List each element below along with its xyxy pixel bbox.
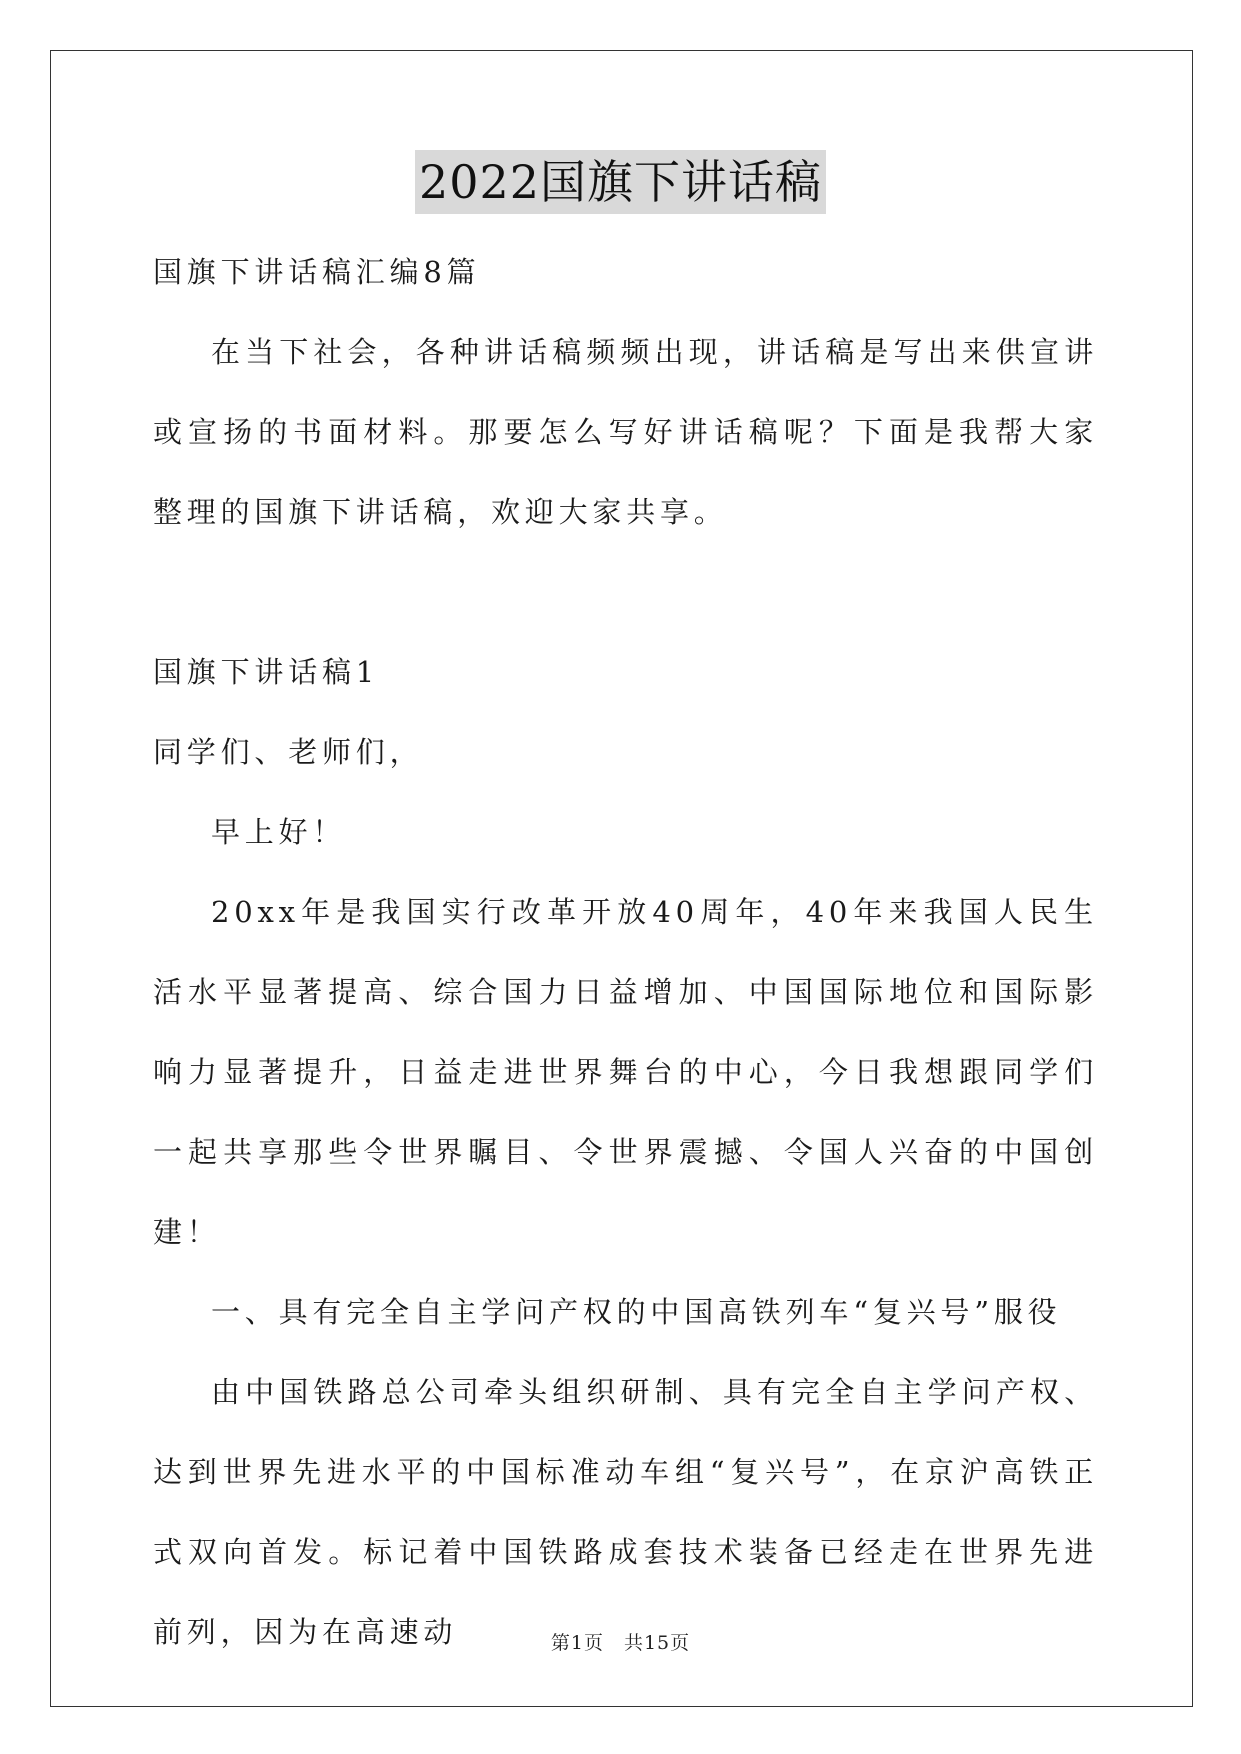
document-title: 2022国旗下讲话稿 xyxy=(415,150,826,214)
page-number: 第1页 共15页 xyxy=(550,1632,691,1654)
point-heading: 一、具有完全自主学问产权的中国高铁列车“复兴号”服役 xyxy=(211,1295,1062,1329)
body-paragraph: 由中国铁路总公司牵头组织研制、具有完全自主学问产权、达到世界先进水平的中国标准动车组“复兴号”，在京沪高铁正式双向首发。标记着中国铁路成套技术装备已经走在世界先进前列，因为在高速动 xyxy=(153,1375,1098,1649)
blank-line xyxy=(153,552,1098,632)
section-heading: 国旗下讲话稿1 xyxy=(153,655,380,689)
intro-paragraph: 在当下社会，各种讲话稿频频出现，讲话稿是写出来供宣讲或宣扬的书面材料。那要怎么写好讲话稿呢？下面是我帮大家整理的国旗下讲话稿，欢迎大家共享。 xyxy=(153,335,1098,529)
greeting: 早上好！ xyxy=(211,815,347,849)
subtitle-paragraph: 国旗下讲话稿汇编8篇 xyxy=(153,255,481,289)
salutation: 同学们、老师们， xyxy=(153,735,424,769)
document-body xyxy=(153,232,1098,1672)
body-paragraph: 20xx年是我国实行改革开放40周年，40年来我国人民生活水平显著提高、综合国力日益增加、中国国际地位和国际影响力显著提升，日益走进世界舞台的中心，今日我想跟同学们一起共享那些令世界瞩目、令世界震撼、令国人兴奋的中国创建！ xyxy=(153,895,1098,1249)
title-area xyxy=(0,150,1241,214)
